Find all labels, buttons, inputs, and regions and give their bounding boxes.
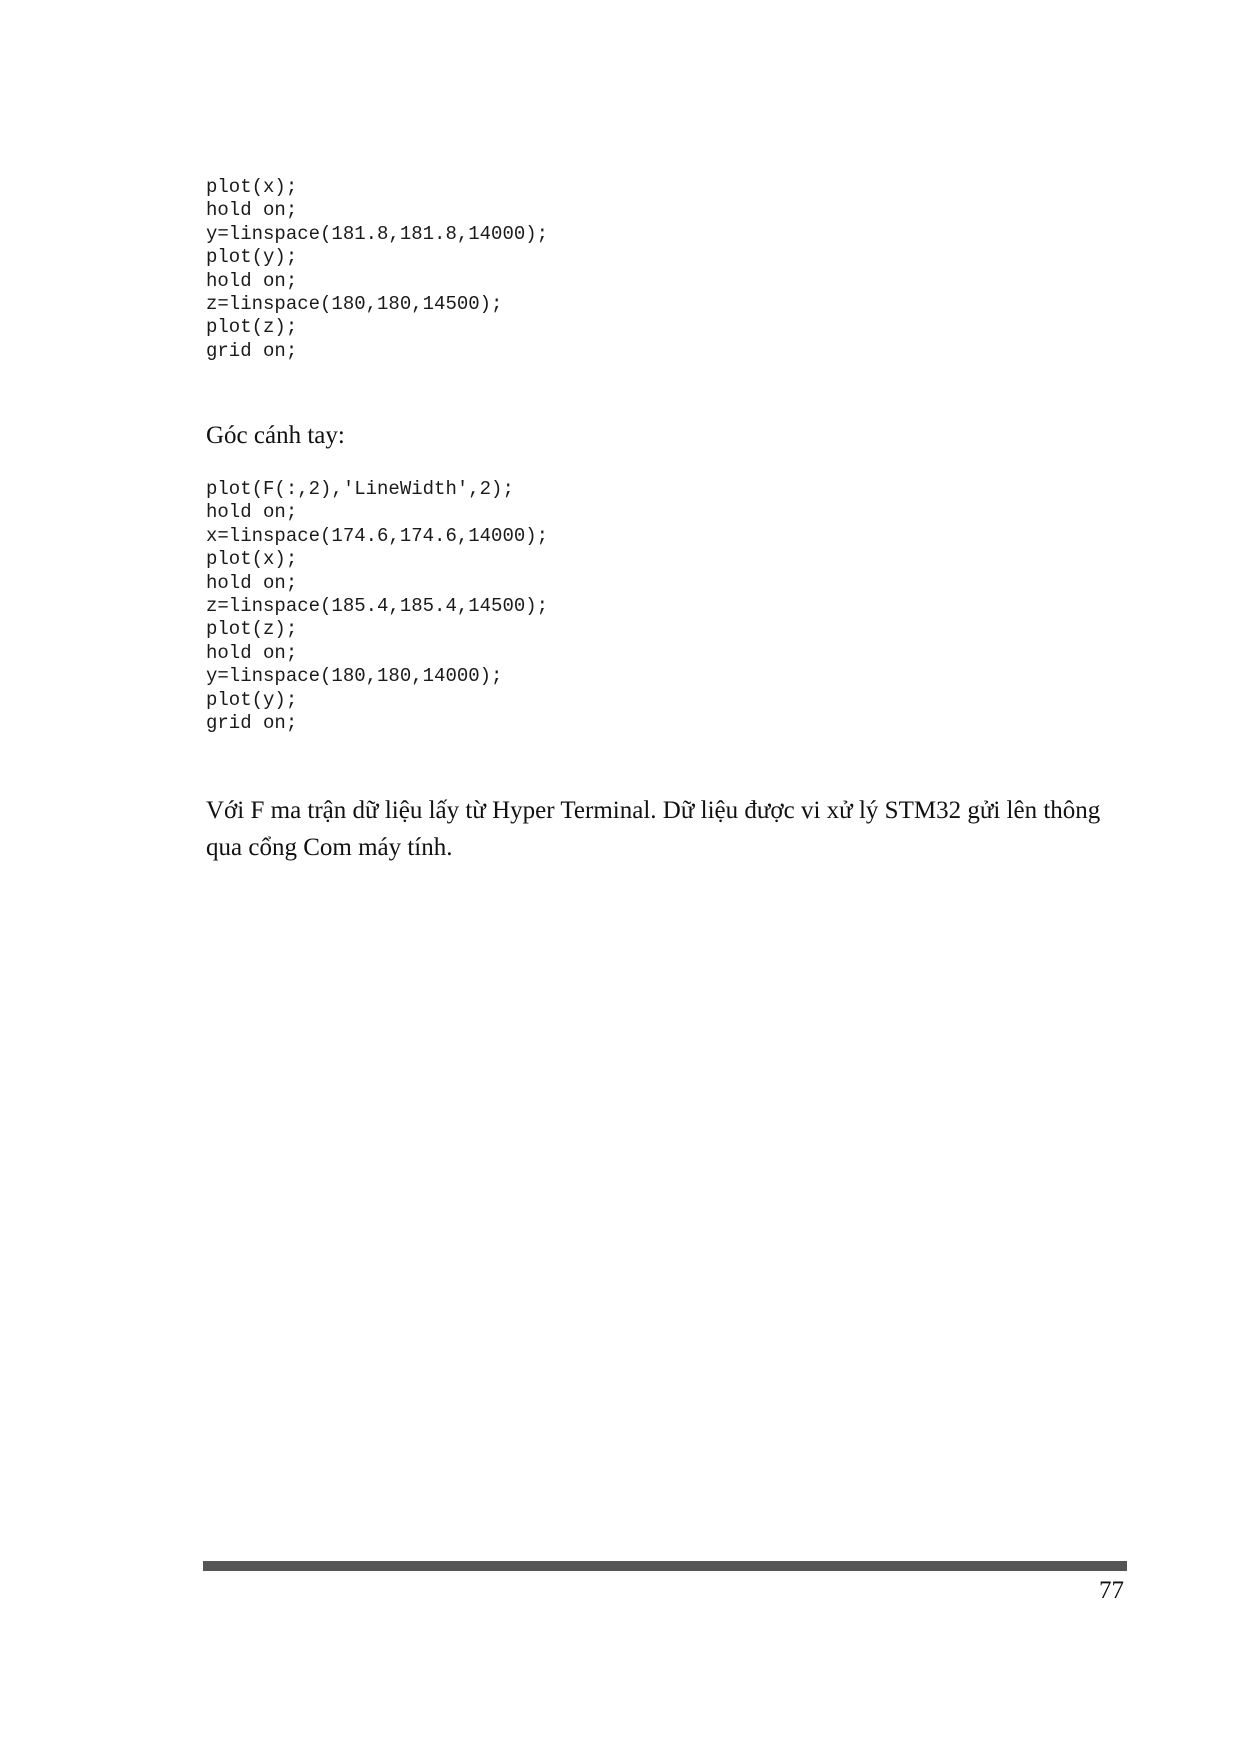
code-line: hold on; — [206, 269, 298, 292]
body-paragraph: Với F ma trận dữ liệu lấy từ Hyper Terminal. Dữ liệu được vi xử lý STM32 gửi lên thông qua cổng Com máy tính. — [206, 797, 1101, 861]
code-line: hold on; — [206, 571, 298, 594]
code-line: z=linspace(185.4,185.4,14500); — [206, 594, 549, 617]
code-line: hold on; — [206, 199, 298, 222]
code-line: plot(y); — [206, 688, 298, 711]
code-line: plot(y); — [206, 246, 298, 269]
code-line: hold on; — [206, 501, 298, 524]
footer-divider — [203, 1561, 1127, 1571]
code-line: plot(x); — [206, 176, 298, 198]
code-line: plot(z); — [206, 618, 298, 641]
code-line: y=linspace(181.8,181.8,14000); — [206, 222, 549, 245]
page-number: 77 — [1099, 1577, 1124, 1604]
section-heading: Góc cánh tay: — [206, 422, 345, 449]
code-line: grid on; — [206, 711, 298, 734]
code-block-plot-lines — [206, 176, 548, 363]
code-line: x=linspace(174.6,174.6,14000); — [206, 524, 549, 547]
code-block-arm-angle — [206, 478, 548, 735]
code-line: plot(F(:,2),'LineWidth',2); — [206, 478, 514, 500]
code-line: grid on; — [206, 339, 298, 362]
code-line: z=linspace(180,180,14500); — [206, 292, 503, 315]
code-line: y=linspace(180,180,14000); — [206, 665, 503, 688]
code-line: hold on; — [206, 641, 298, 664]
code-line: plot(x); — [206, 548, 298, 571]
code-line: plot(z); — [206, 316, 298, 339]
